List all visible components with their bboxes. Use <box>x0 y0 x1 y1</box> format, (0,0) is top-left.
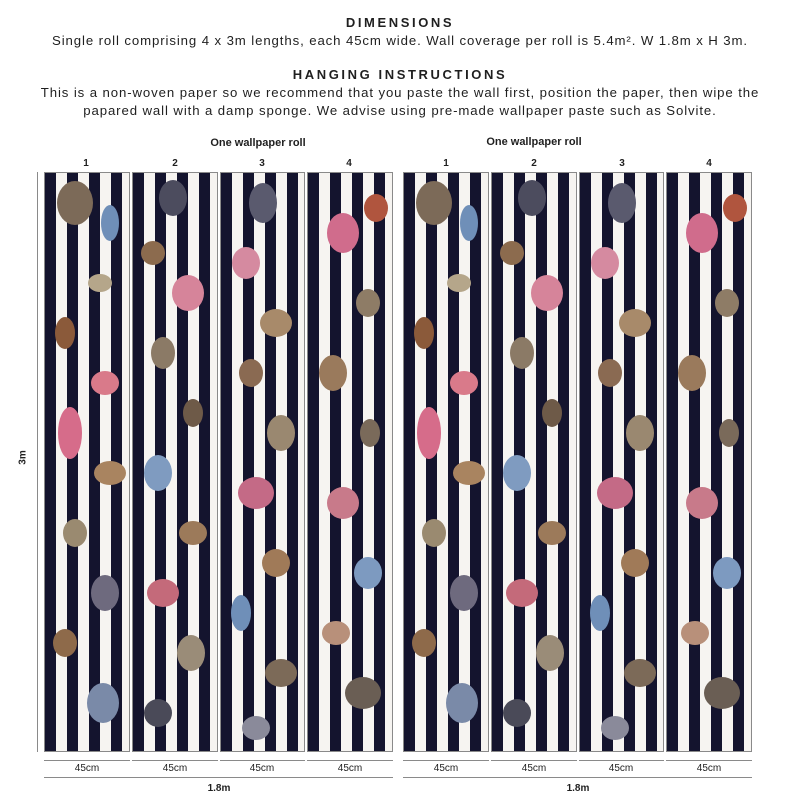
wallpaper-panel <box>579 172 664 752</box>
panel-number: 3 <box>619 158 625 169</box>
wallpaper-pattern <box>492 173 577 752</box>
panel-number: 1 <box>443 158 449 169</box>
wallpaper-panel <box>307 172 393 752</box>
height-dimension-line <box>37 172 38 752</box>
panel-width-line <box>666 760 752 761</box>
roll-width-line <box>403 777 752 778</box>
wallpaper-panel <box>44 172 130 752</box>
hanging-instructions-heading: HANGING INSTRUCTIONS <box>292 67 508 82</box>
wallpaper-panel <box>132 172 218 752</box>
wallpaper-pattern <box>667 173 752 752</box>
wallpaper-pattern <box>45 173 130 752</box>
roll-1-title: One wallpaper roll <box>210 137 306 149</box>
wallpaper-panel <box>220 172 305 752</box>
wallpaper-panel <box>491 172 577 752</box>
roll-width-line <box>44 777 393 778</box>
hanging-instructions-text: This is a non-woven paper so we recommend that you paste the wall first, position the paper, then wipe the papared wall with a damp sponge. We advise using pre-made wallpaper paste such as Solvite. <box>40 85 760 118</box>
height-label: 3m <box>17 450 29 465</box>
panel-width-line <box>491 760 577 761</box>
panel-number: 2 <box>531 158 537 169</box>
roll-total-width-label: 1.8m <box>566 783 590 794</box>
wallpaper-panel <box>666 172 752 752</box>
dimensions-text: Single roll comprising 4 x 3m lengths, each 45cm wide. Wall coverage per roll is 5.4m². W 1.8m x H 3m. <box>52 33 748 48</box>
wallpaper-pattern <box>404 173 489 752</box>
panel-number: 4 <box>706 158 712 169</box>
panel-width-line <box>44 760 130 761</box>
panel-width-label: 45cm <box>162 763 188 774</box>
panel-number: 3 <box>259 158 265 169</box>
wallpaper-pattern <box>221 173 305 752</box>
panel-width-label: 45cm <box>74 763 100 774</box>
panel-number: 4 <box>346 158 352 169</box>
panel-width-line <box>132 760 218 761</box>
dimensions-heading: DIMENSIONS <box>345 15 455 30</box>
wallpaper-pattern <box>580 173 664 752</box>
panel-width-label: 45cm <box>696 763 722 774</box>
panel-width-line <box>307 760 393 761</box>
panel-width-label: 45cm <box>433 763 459 774</box>
panel-width-label: 45cm <box>337 763 363 774</box>
panel-width-line <box>220 760 305 761</box>
roll-total-width-label: 1.8m <box>207 783 231 794</box>
panel-number: 2 <box>172 158 178 169</box>
panel-width-line <box>579 760 664 761</box>
panel-number: 1 <box>83 158 89 169</box>
panel-width-label: 45cm <box>249 763 275 774</box>
panel-width-line <box>403 760 489 761</box>
panel-width-label: 45cm <box>521 763 547 774</box>
wallpaper-pattern <box>133 173 218 752</box>
roll-2-title: One wallpaper roll <box>486 136 582 148</box>
wallpaper-pattern <box>308 173 393 752</box>
panel-width-label: 45cm <box>608 763 634 774</box>
wallpaper-panel <box>403 172 489 752</box>
